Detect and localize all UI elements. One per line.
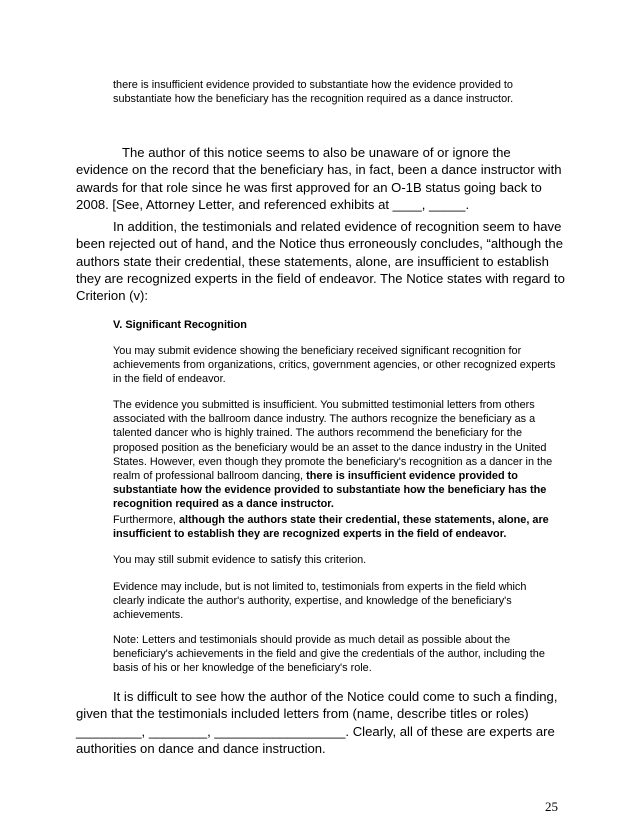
- criterion-evidence-submitted: [113, 398, 557, 512]
- page-number: 25: [545, 799, 558, 814]
- paragraph-difficult: It is difficult to see how the author of the Notice could come to such a finding, given that the testimonials included letters from (name, describe titles or roles) _________, ________, __________________. Clearly, all of these are experts are authorities on dance and dance instruction.: [76, 689, 558, 756]
- criterion-note: Note: Letters and testimonials should provide as much detail as possible about the beneficiary's achievements in the field and give the credentials of the author, including the basis of his or her knowledge of the beneficiary's role.: [113, 634, 545, 675]
- criterion-may-still-submit: You may still submit evidence to satisfy this criterion.: [113, 554, 367, 566]
- furthermore-bold-text: although the authors state their credential, these statements, alone, are insufficient to establish they are recognized experts in the field of endeavor.: [113, 514, 549, 541]
- paragraph-testimonials: In addition, the testimonials and related evidence of recognition seem to have been rejected out of hand, and the Notice thus erroneously concludes, “although the authors state their credential, these statements, alone, are insufficient to establish they are recognized experts in the field of endeavor. The Notice states with regard to Criterion (v):: [76, 219, 565, 304]
- criterion-intro: You may submit evidence showing the beneficiary received significant recognition for achievements from organizations, critics, government agencies, or other recognized experts in the field of endeavor.: [113, 345, 556, 386]
- criterion-furthermore: [113, 513, 557, 541]
- criterion-heading: V. Significant Recognition: [113, 319, 247, 331]
- furthermore-lead: Furthermore,: [113, 514, 179, 526]
- criterion-evidence-may-include: Evidence may include, but is not limited to, testimonials from experts in the field which clearly indicate the author's authority, expertise, and knowledge of the beneficiary's achievements.: [113, 581, 527, 622]
- evidence-bold-text: there is insufficient evidence provided to substantiate how the evidence provided to substantiate how the beneficiary has the recognition required as a dance instructor.: [113, 470, 547, 511]
- paragraph-author-unaware: The author of this notice seems to also be unaware of or ignore the evidence on the record that the beneficiary has, in fact, been a dance instructor with awards for that role since he was first approved for an O-1B status going back to 2008. [See, Attorney Letter, and referenced exhibits at ____, _____.: [76, 145, 562, 212]
- evidence-text: The evidence you submitted is insufficient. You submitted testimonial letters from others associated with the ballroom dance industry. The authors recognize the beneficiary as a talented dancer who is highly trained. The authors recommend the beneficiary for the proposed position as the beneficiary would be an asset to the dance industry in the United States. However, even though they promote the beneficiary's recognition as a dancer in the realm of professional ballroom dancing,: [113, 399, 553, 483]
- top-quote: there is insufficient evidence provided to substantiate how the evidence provided to substantiate how the beneficiary has the recognition required as a dance instructor.: [113, 79, 514, 106]
